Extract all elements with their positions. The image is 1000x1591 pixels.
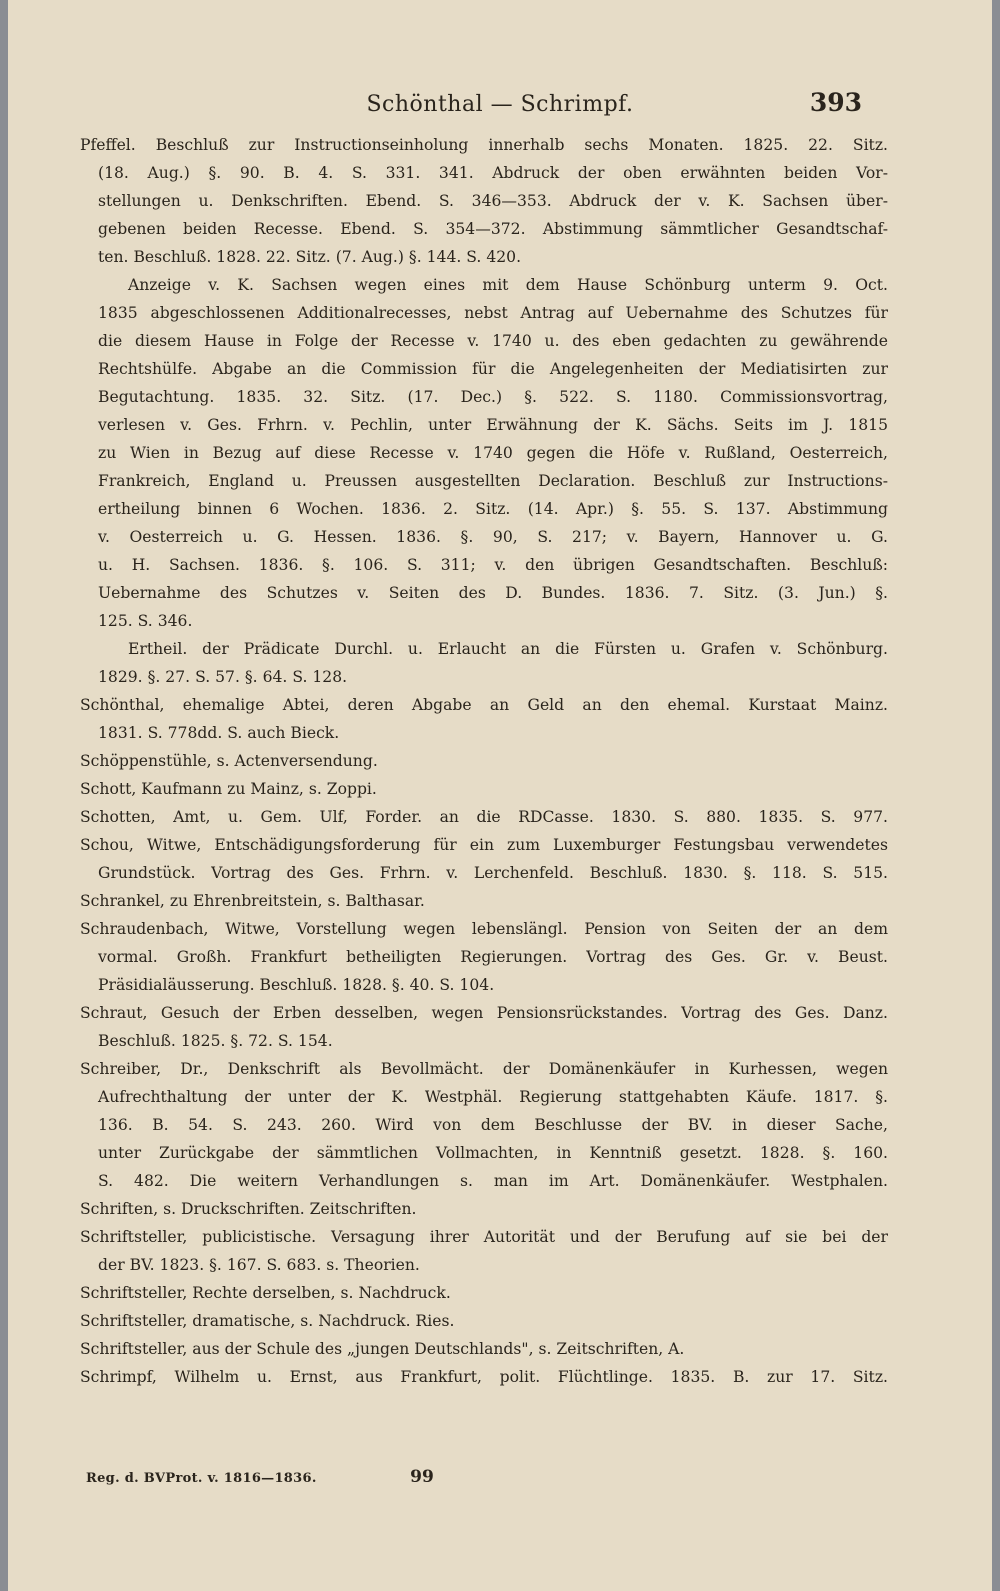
text-line: ertheilung binnen 6 Wochen. 1836. 2. Sitz. (14. Apr.) §. 55. S. 137. Abstimmung — [98, 500, 888, 518]
running-head — [8, 86, 992, 126]
page-footer — [80, 1467, 888, 1491]
text-line: Ertheil. der Prädicate Durchl. u. Erlaucht an die Fürsten u. Grafen v. Schönburg. — [128, 640, 888, 658]
index-entries — [80, 131, 888, 1391]
text-line: Schott, Kaufmann zu Mainz, s. Zoppi. — [80, 780, 377, 798]
text-line: Begutachtung. 1835. 32. Sitz. (17. Dec.) §. 522. S. 1180. Commissionsvortrag, — [98, 388, 888, 406]
text-line: Schriften, s. Druckschriften. Zeitschriften. — [80, 1200, 417, 1218]
text-line: (18. Aug.) §. 90. B. 4. S. 331. 341. Abdruck der oben erwähnten beiden Vor- — [98, 164, 888, 182]
text-line: v. Oesterreich u. G. Hessen. 1836. §. 90, S. 217; v. Bayern, Hannover u. G. — [98, 528, 888, 546]
text-line: Schrankel, zu Ehrenbreitstein, s. Balthasar. — [80, 892, 425, 910]
text-line: Schou, Witwe, Entschädigungsforderung für ein zum Luxemburger Festungsbau verwendetes — [80, 836, 888, 854]
text-line: Schraudenbach, Witwe, Vorstellung wegen lebenslängl. Pension von Seiten der an dem — [80, 920, 888, 938]
footer-signature: Reg. d. BVProt. v. 1816—1836. — [86, 1471, 317, 1486]
text-line: verlesen v. Ges. Frhrn. v. Pechlin, unter Erwähnung der K. Sächs. Seits im J. 1815 — [98, 416, 888, 434]
text-line: die diesem Hause in Folge der Recesse v. 1740 u. des eben gedachten zu gewährende — [98, 332, 888, 350]
text-line: Rechtshülfe. Abgabe an die Commission für die Angelegenheiten der Mediatisirten zur — [98, 360, 888, 378]
text-line: Schreiber, Dr., Denkschrift als Bevollmächt. der Domänenkäufer in Kurhessen, wegen — [80, 1060, 888, 1078]
book-page — [8, 0, 992, 1591]
text-line: u. H. Sachsen. 1836. §. 106. S. 311; v. den übrigen Gesandtschaften. Beschluß: — [98, 556, 888, 574]
text-line: ten. Beschluß. 1828. 22. Sitz. (7. Aug.) §. 144. S. 420. — [98, 248, 522, 266]
text-line: Beschluß. 1825. §. 72. S. 154. — [98, 1032, 333, 1050]
text-line: Schriftsteller, Rechte derselben, s. Nachdruck. — [80, 1284, 451, 1302]
text-line: 125. S. 346. — [98, 612, 193, 630]
text-line: Pfeffel. Beschluß zur Instructionseinholung innerhalb sechs Monaten. 1825. 22. Sitz. — [80, 136, 888, 154]
footer-page-number: 99 — [410, 1467, 434, 1487]
text-line: vormal. Großh. Frankfurt betheiligten Regierungen. Vortrag des Ges. Gr. v. Beust. — [98, 948, 888, 966]
text-line: Schriftsteller, dramatische, s. Nachdruck. Ries. — [80, 1312, 455, 1330]
header-title: Schönthal — Schrimpf. — [366, 92, 634, 117]
text-line: Schriftsteller, publicistische. Versagung ihrer Autorität und der Berufung auf sie bei der — [80, 1228, 888, 1246]
text-line: stellungen u. Denkschriften. Ebend. S. 346—353. Abdruck der v. K. Sachsen über- — [98, 192, 888, 210]
text-line: unter Zurückgabe der sämmtlichen Vollmachten, in Kenntniß gesetzt. 1828. §. 160. — [98, 1144, 888, 1162]
text-line: Schöppenstühle, s. Actenversendung. — [80, 752, 378, 770]
text-line: Schönthal, ehemalige Abtei, deren Abgabe an Geld an den ehemal. Kurstaat Mainz. — [80, 696, 888, 714]
text-line: Schrimpf, Wilhelm u. Ernst, aus Frankfurt, polit. Flüchtlinge. 1835. B. zur 17. Sitz. — [80, 1368, 888, 1386]
text-line: der BV. 1823. §. 167. S. 683. s. Theorien. — [98, 1256, 420, 1274]
text-line: 1835 abgeschlossenen Additionalrecesses, nebst Antrag auf Uebernahme des Schutzes für — [98, 304, 888, 322]
text-line: Schotten, Amt, u. Gem. Ulf, Forder. an die RDCasse. 1830. S. 880. 1835. S. 977. — [80, 808, 888, 826]
text-line: Aufrechthaltung der unter der K. Westphäl. Regierung stattgehabten Käufe. 1817. §. — [98, 1088, 888, 1106]
text-line: S. 482. Die weitern Verhandlungen s. man im Art. Domänenkäufer. Westphalen. — [98, 1172, 888, 1190]
text-line: Schriftsteller, aus der Schule des „jungen Deutschlands", s. Zeitschriften, A. — [80, 1340, 685, 1358]
text-line: Grundstück. Vortrag des Ges. Frhrn. v. Lerchenfeld. Beschluß. 1830. §. 118. S. 515. — [98, 864, 888, 882]
text-line: Frankreich, England u. Preussen ausgestellten Declaration. Beschluß zur Instructions- — [98, 472, 888, 490]
page-number: 393 — [809, 88, 862, 117]
text-line: 136. B. 54. S. 243. 260. Wird von dem Beschlusse der BV. in dieser Sache, — [98, 1116, 888, 1134]
text-line: Präsidialäusserung. Beschluß. 1828. §. 40. S. 104. — [98, 976, 495, 994]
text-line: Anzeige v. K. Sachsen wegen eines mit dem Hause Schönburg unterm 9. Oct. — [128, 276, 888, 294]
text-line: 1829. §. 27. S. 57. §. 64. S. 128. — [98, 668, 348, 686]
text-line: zu Wien in Bezug auf diese Recesse v. 1740 gegen die Höfe v. Rußland, Oesterreich, — [98, 444, 888, 462]
text-line: 1831. S. 778dd. S. auch Bieck. — [98, 724, 340, 742]
text-line: Uebernahme des Schutzes v. Seiten des D. Bundes. 1836. 7. Sitz. (3. Jun.) §. — [98, 584, 888, 602]
text-line: gebenen beiden Recesse. Ebend. S. 354—372. Abstimmung sämmtlicher Gesandtschaf- — [98, 220, 888, 238]
text-line: Schraut, Gesuch der Erben desselben, wegen Pensionsrückstandes. Vortrag des Ges. Danz. — [80, 1004, 888, 1022]
